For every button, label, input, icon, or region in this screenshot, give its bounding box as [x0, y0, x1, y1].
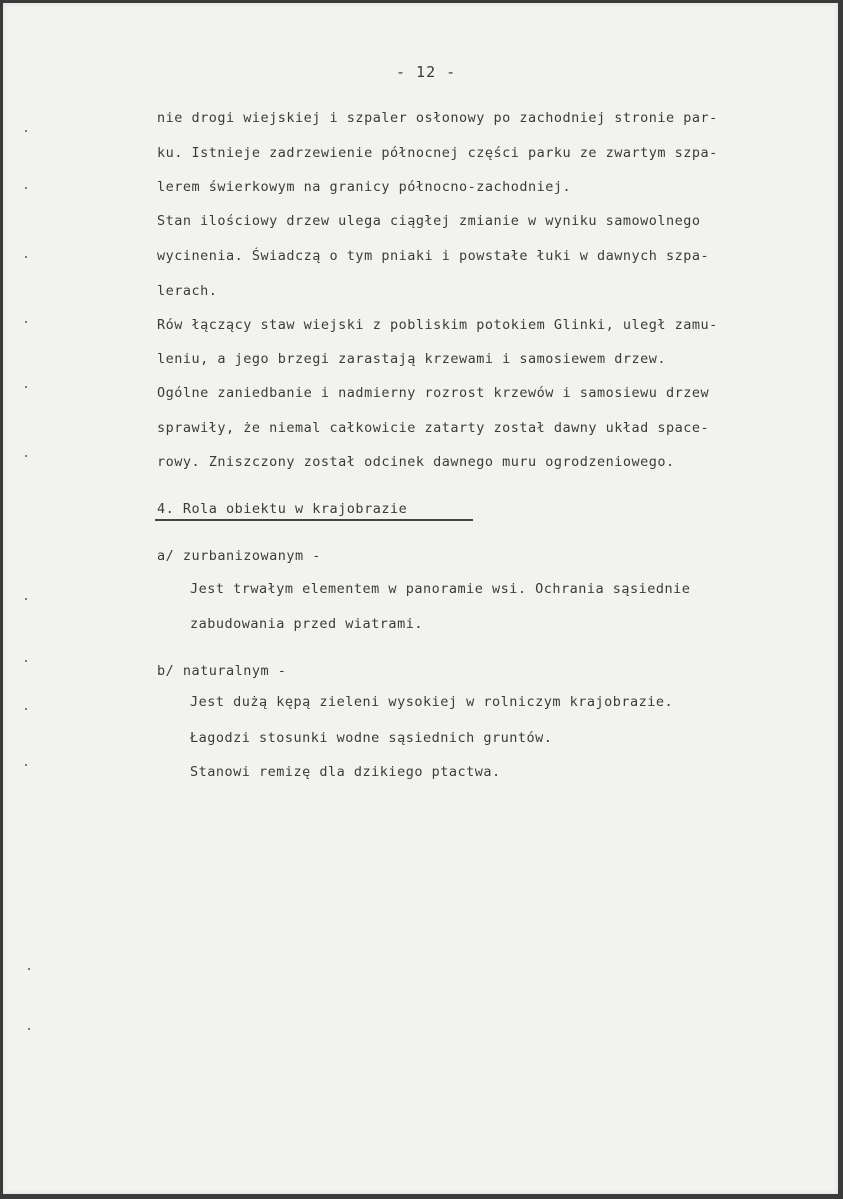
margin-speck	[25, 598, 27, 600]
subsection-b-line: Łagodzi stosunki wodne sąsiednich gruntów.	[190, 730, 553, 746]
paragraph-line: nie drogi wiejskiej i szpaler osłonowy po zachodniej stronie par-	[157, 110, 718, 126]
margin-speck	[25, 256, 27, 258]
margin-speck	[25, 708, 27, 710]
subsection-b-label: b/ naturalnym -	[157, 663, 287, 679]
margin-speck	[25, 321, 27, 323]
page-number: - 12 -	[396, 63, 457, 81]
margin-speck	[25, 386, 27, 388]
paragraph-line: ku. Istnieje zadrzewienie północnej części parku ze zwartym szpa-	[157, 145, 718, 161]
document-page	[3, 3, 838, 1194]
subsection-b-line: Stanowi remizę dla dzikiego ptactwa.	[190, 764, 501, 780]
margin-speck	[25, 764, 27, 766]
subsection-a-line: zabudowania przed wiatrami.	[190, 616, 423, 632]
subsection-a-line: Jest trwałym elementem w panoramie wsi. Ochrania sąsiednie	[190, 581, 691, 597]
margin-speck	[28, 968, 30, 970]
section-heading: 4. Rola obiektu w krajobrazie	[157, 501, 408, 517]
paragraph-line: Ogólne zaniedbanie i nadmierny rozrost krzewów i samosiewu drzew	[157, 385, 710, 401]
paragraph-line: lerem świerkowym na granicy północno-zachodniej.	[157, 179, 572, 195]
margin-speck	[25, 130, 27, 132]
paragraph-line: Rów łączący staw wiejski z pobliskim potokiem Glinki, uległ zamu-	[157, 317, 718, 333]
margin-speck	[25, 455, 27, 457]
subsection-b-line: Jest dużą kępą zieleni wysokiej w rolniczym krajobrazie.	[190, 694, 674, 710]
paragraph-line: Stan ilościowy drzew ulega ciągłej zmianie w wyniku samowolnego	[157, 213, 701, 229]
section-heading-underline	[155, 519, 473, 521]
paragraph-line: sprawiły, że niemal całkowicie zatarty został dawny układ spacе-	[157, 420, 710, 436]
subsection-a-label: a/ zurbanizowanym -	[157, 548, 321, 564]
margin-speck	[25, 187, 27, 189]
paragraph-line: wycinenia. Świadczą o tym pniaki i powstałe łuki w dawnych szpa-	[157, 248, 710, 264]
paragraph-line: rowy. Zniszczony został odcinek dawnego muru ogrodzeniowego.	[157, 454, 675, 470]
paragraph-line: lerach.	[157, 283, 218, 299]
paragraph-line: leniu, a jego brzegi zarastają krzewami i samosiewem drzew.	[157, 351, 667, 367]
margin-speck	[28, 1028, 30, 1030]
margin-speck	[25, 660, 27, 662]
